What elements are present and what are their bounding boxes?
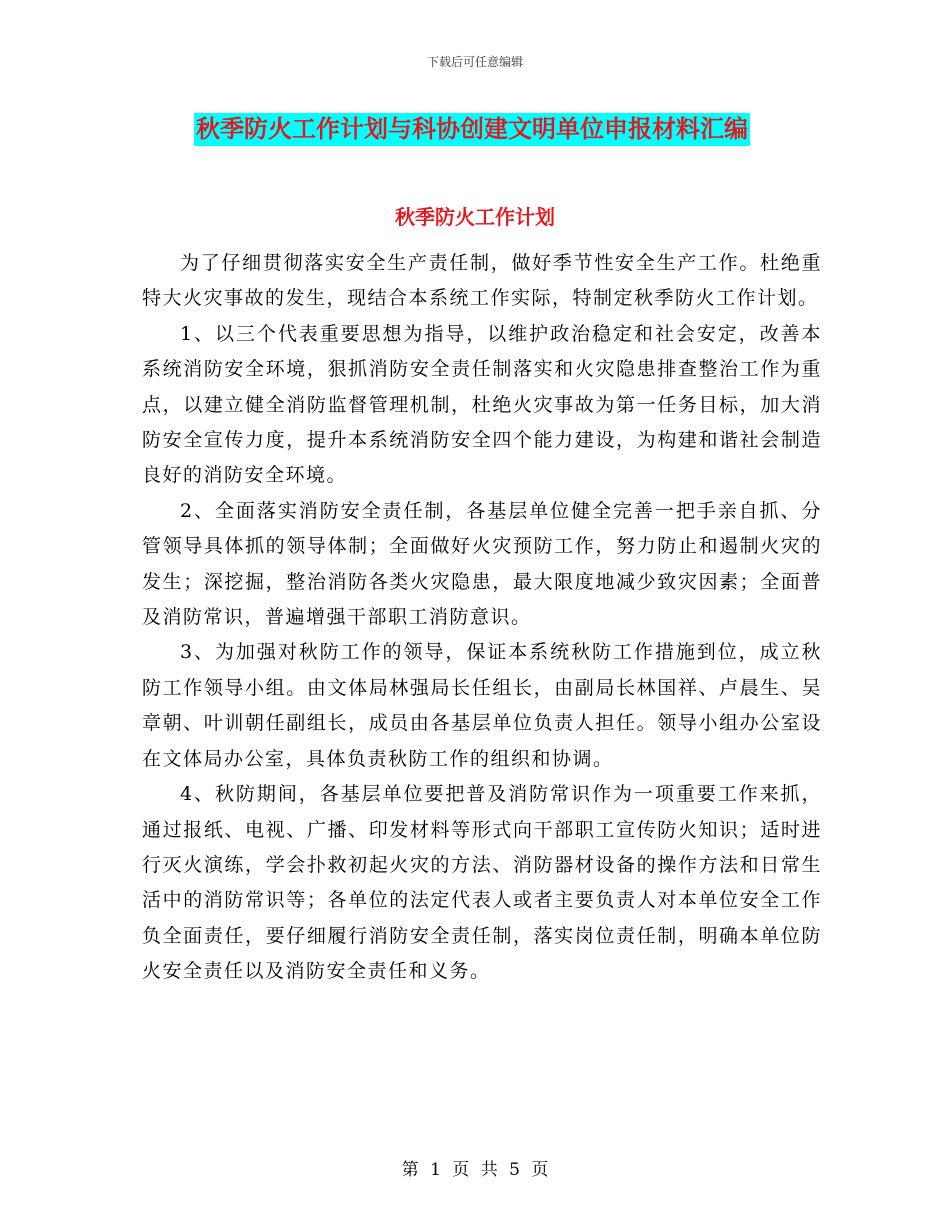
page-header-note: 下载后可任意编辑: [426, 55, 523, 69]
paragraph-4: 4、秋防期间，各基层单位要把普及消防常识作为一项重要工作来抓，通过报纸、电视、广播、印发材料等形式向干部职工宣传防火知识；适时进行灭火演练，学会扑救初起火灾的方法、消防器材设备的操作方法和日常生活中的消防常识等；各单位的法定代表人或者主要负责人对本单位安全工作负全面责任，要仔细履行消防安全责任制，落实岗位责任制，明确本单位防火安全责任以及消防安全责任和义务。: [142, 783, 822, 983]
document-main-title: 秋季防火工作计划与科协创建文明单位申报材料汇编: [194, 113, 750, 146]
paragraph-intro: 为了仔细贯彻落实安全生产责任制，做好季节性安全生产工作。杜绝重特大火灾事故的发生，现结合本系统工作实际，特制定秋季防火工作计划。: [142, 252, 822, 310]
page-footer: 第 1 页 共 5 页: [401, 1160, 549, 1180]
paragraph-3: 3、为加强对秋防工作的领导，保证本系统秋防工作措施到位，成立秋防工作领导小组。由文体局林强局长任组长，由副局长林国祥、卢晨生、吴章朝、叶训朝任副组长，成员由各基层单位负责人担任。领导小组办公室设在文体局办公室，具体负责秋防工作的组织和协调。: [142, 641, 822, 770]
paragraph-2: 2、全面落实消防安全责任制，各基层单位健全完善一把手亲自抓、分管领导具体抓的领导体制；全面做好火灾预防工作，努力防止和遏制火灾的发生；深挖掘，整治消防各类火灾隐患，最大限度地减少致灾因素；全面普及消防常识，普遍增强干部职工消防意识。: [142, 499, 822, 629]
section-title: 秋季防火工作计划: [395, 205, 555, 229]
paragraph-1: 1、以三个代表重要思想为指导，以维护政治稳定和社会安定，改善本系统消防安全环境，狠抓消防安全责任制落实和火灾隐患排查整治工作为重点，以建立健全消防监督管理机制，杜绝火灾事故为第一任务目标，加大消防安全宣传力度，提升本系统消防安全四个能力建设，为构建和谐社会制造良好的消防安全环境。: [142, 322, 822, 487]
document-body: [142, 246, 822, 990]
